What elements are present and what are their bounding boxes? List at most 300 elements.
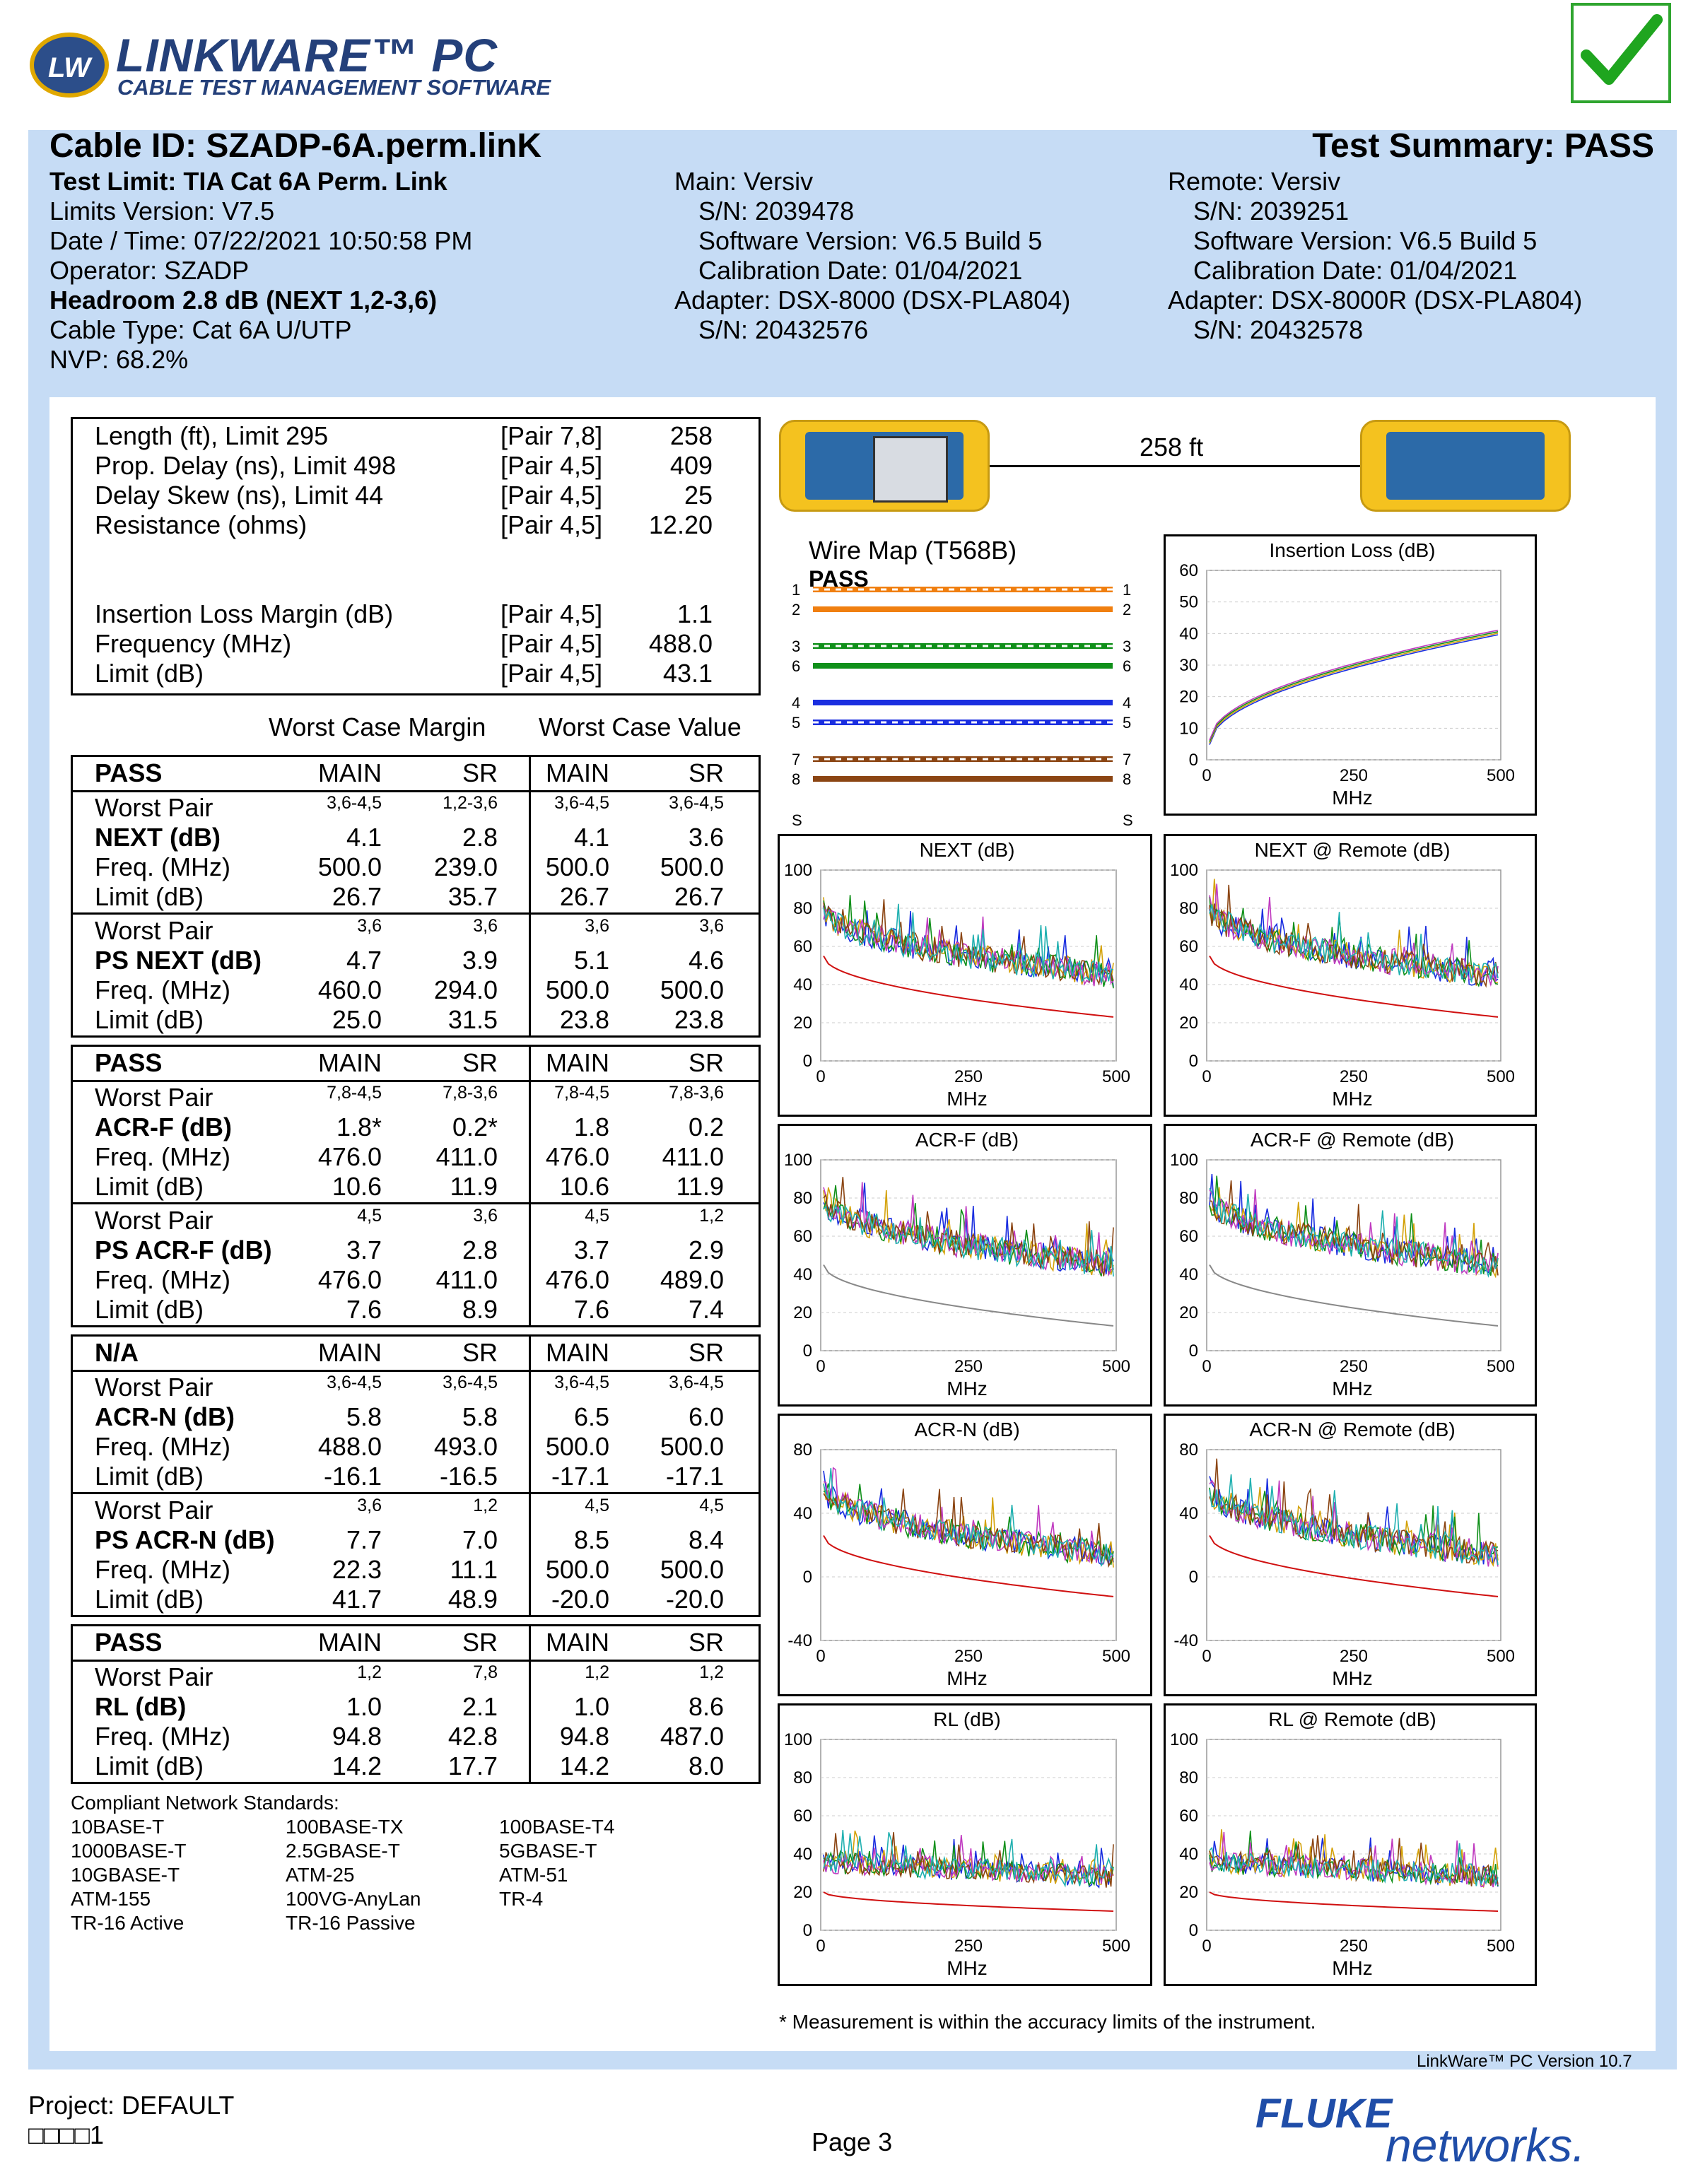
x-tick-label: 500 [1101,1937,1131,1956]
x-tick-label: 500 [1486,1067,1516,1086]
worst-pair-value: 4,5 [585,1496,609,1515]
limit-value: 23.8 [674,1005,724,1034]
chart-title: Insertion Loss (dB) [1269,539,1436,561]
chart-trace [1210,630,1498,740]
measurement-value: 8.5 [573,1525,609,1554]
worst-pair-label: Worst Pair [95,1083,213,1112]
chart-acrn_r [1164,1414,1537,1696]
y-tick-label: 20 [793,1303,812,1322]
chart-xlabel: MHz [947,1957,988,1979]
standards-title: Compliant Network Standards: [71,1792,339,1814]
measurement-value: 1.0 [346,1692,382,1721]
y-tick-label: 50 [1179,592,1198,612]
limit-line [824,1265,1113,1326]
main-device: Main: Versiv [674,167,814,196]
column-header: SR [462,1628,498,1657]
x-tick-label: 250 [954,1357,983,1376]
chart-xlabel: MHz [947,1088,988,1110]
freq-value: 476.0 [545,1265,609,1294]
length-row-pair: [Pair 4,5] [500,481,603,510]
worst-pair-label: Worst Pair [95,916,213,945]
chart-xlabel: MHz [1332,1957,1373,1979]
measurement-value: 8.6 [688,1692,724,1721]
remote-adapter-sn: S/N: 20432578 [1193,315,1364,344]
x-tick-label: 500 [1101,1647,1131,1666]
group-divider [71,912,761,915]
limit-value: 14.2 [559,1751,609,1780]
headroom: Headroom 2.8 dB (NEXT 1,2-3,6) [49,286,438,315]
worst-pair-value: 3,6-4,5 [327,793,382,813]
limit-value: 26.7 [559,882,609,911]
x-tick-label: 0 [1202,1357,1212,1376]
worst-pair-value: 3,6 [699,916,724,936]
project-label: Project: DEFAULT [28,2091,235,2120]
worst-pair-value: 7,8-4,5 [327,1083,382,1103]
length-row-value: 488.0 [648,629,713,658]
measurement-value: 3.9 [462,946,498,975]
table-status: PASS [95,758,163,787]
network-standard: TR-16 Active [71,1912,185,1934]
freq-value: 500.0 [545,852,609,881]
y-tick-label: 60 [1179,1807,1198,1826]
x-tick-label: 250 [1339,1067,1369,1086]
measurement-value: 4.6 [688,946,724,975]
freq-value: 411.0 [435,1265,498,1294]
y-tick-label: 80 [793,1768,812,1787]
length-row-value: 25 [684,481,713,510]
x-tick-label: 250 [954,1937,983,1956]
measurement-value: 6.5 [573,1402,609,1431]
measurement-value: 4.1 [573,823,609,852]
x-tick-label: 500 [1486,1647,1516,1666]
wiremap-pin-right: 3 [1123,638,1132,655]
measurement-value: 6.0 [688,1402,724,1431]
y-tick-label: 10 [1179,719,1198,739]
limit-label: Limit (dB) [95,1585,204,1614]
x-tick-label: 500 [1101,1357,1131,1376]
y-tick-label: 20 [1179,1303,1198,1322]
freq-value: 411.0 [435,1142,498,1171]
worst-case-margin-header: Worst Case Margin [269,712,486,741]
limit-value: 11.9 [450,1172,498,1201]
y-tick-label: 0 [802,1568,812,1587]
y-tick-label: 100 [1169,861,1198,880]
chart-rl_r [1164,1703,1537,1986]
chart-title: ACR-F (dB) [915,1129,1019,1151]
nvp: NVP: 68.2% [49,345,189,374]
freq-value: 500.0 [545,975,609,1004]
freq-value: 500.0 [660,1432,724,1461]
length-row-label: Prop. Delay (ns), Limit 498 [95,451,397,480]
pass-checkmark-icon [1571,3,1671,103]
x-tick-label: 0 [1202,1067,1212,1086]
measurement-value: 1.0 [573,1692,609,1721]
freq-value: 22.3 [332,1555,382,1584]
wiremap-pin-left: 4 [792,694,801,712]
wiremap-pin-right: 8 [1123,770,1132,788]
measurement-value: 5.1 [573,946,609,975]
column-header: SR [688,1338,724,1367]
freq-label: Freq. (MHz) [95,1555,230,1584]
x-tick-label: 0 [816,1937,826,1956]
measurement-value: 8.4 [688,1525,724,1554]
chart-acrf [778,1124,1152,1407]
x-tick-label: 250 [1339,766,1369,785]
y-tick-label: 20 [793,1883,812,1902]
y-tick-label: 40 [1179,1265,1198,1284]
y-tick-label: 80 [793,899,812,918]
networks-logo: networks. [1386,2119,1586,2171]
freq-label: Freq. (MHz) [95,1432,230,1461]
worst-pair-value: 1,2 [357,1662,382,1682]
freq-value: 42.8 [447,1722,498,1751]
network-standard: ATM-155 [71,1888,151,1910]
y-tick-label: 80 [1179,1768,1198,1787]
worst-pair-label: Worst Pair [95,1496,213,1525]
worst-pair-value: 3,6 [357,916,382,936]
measurement-value: 2.9 [688,1235,724,1264]
y-tick-label: 80 [793,1440,812,1460]
chart-xlabel: MHz [1332,1088,1373,1110]
remote-software: Software Version: V6.5 Build 5 [1193,226,1538,255]
header-divider [71,1660,761,1662]
limit-label: Limit (dB) [95,1751,204,1780]
plot-frame [821,1739,1116,1930]
limit-value: 35.7 [447,882,498,911]
x-tick-label: 500 [1486,1357,1516,1376]
chart-trace [824,1471,1113,1565]
lw-badge-icon: LW [30,33,109,98]
wiremap-pin-right: 7 [1123,751,1132,768]
wiremap-pin-left: 5 [792,714,801,732]
length-row-label: Resistance (ohms) [95,510,308,539]
freq-label: Freq. (MHz) [95,975,230,1004]
freq-value: 239.0 [433,852,498,881]
chart-plot [780,1416,1154,1698]
y-tick-label: -40 [787,1631,812,1650]
table-status: N/A [95,1338,139,1367]
limit-label: Limit (dB) [95,882,204,911]
y-tick-label: 40 [793,1845,812,1864]
worst-pair-value: 3,6 [357,1496,382,1515]
measurement-value: 0.2 [688,1112,724,1141]
freq-value: 476.0 [317,1265,382,1294]
freq-value: 500.0 [317,852,382,881]
freq-value: 294.0 [433,975,498,1004]
limit-value: 25.0 [332,1005,382,1034]
limit-value: 31.5 [447,1005,498,1034]
limits-version: Limits Version: V7.5 [49,196,275,225]
limit-value: -16.1 [323,1462,382,1491]
wiremap-pin-right: 6 [1123,657,1132,675]
limit-value: 26.7 [332,882,382,911]
group-divider [71,1492,761,1494]
network-standard: TR-4 [499,1888,544,1910]
limit-value: -20.0 [665,1585,724,1614]
chart-title: RL @ Remote (dB) [1268,1708,1436,1730]
table-status: PASS [95,1628,163,1657]
column-header: MAIN [546,1048,609,1077]
y-tick-label: 0 [1188,1341,1198,1361]
limit-label: Limit (dB) [95,1295,204,1324]
measurement-name: RL (dB) [95,1692,187,1721]
length-row-value: 12.20 [648,510,713,539]
column-header: MAIN [318,1628,382,1657]
wiremap-pin-left: 8 [792,770,801,788]
worst-pair-value: 4,5 [699,1496,724,1515]
freq-value: 500.0 [660,1555,724,1584]
wiremap-pin-left: 6 [792,657,801,675]
header-divider [71,1370,761,1372]
worst-pair-value: 3,6 [585,916,609,936]
limit-value: -17.1 [551,1462,609,1491]
limit-value: 14.2 [332,1751,382,1780]
chart-plot [1166,1705,1539,1988]
freq-label: Freq. (MHz) [95,852,230,881]
remote-tester-image [1360,420,1571,512]
column-header: SR [462,1338,498,1367]
freq-value: 11.1 [450,1555,498,1584]
remote-adapter: Adapter: DSX-8000R (DSX-PLA804) [1168,286,1583,315]
length-row-pair: [Pair 7,8] [500,421,603,450]
measurement-value: 3.7 [573,1235,609,1264]
limit-value: -16.5 [439,1462,498,1491]
header-divider [71,1080,761,1082]
y-tick-label: 0 [802,1052,812,1071]
main-adapter-sn: S/N: 20432576 [698,315,869,344]
y-tick-label: 100 [1169,1730,1198,1749]
header-divider [71,790,761,792]
length-row-label: Length (ft), Limit 295 [95,421,329,450]
limit-label: Limit (dB) [95,1462,204,1491]
worst-pair-value: 3,6-4,5 [669,793,724,813]
wiremap-pin-right: S [1123,811,1133,829]
limit-value: 23.8 [559,1005,609,1034]
x-tick-label: 250 [1339,1937,1369,1956]
main-adapter: Adapter: DSX-8000 (DSX-PLA804) [674,286,1071,315]
network-standard: 10GBASE-T [71,1864,180,1886]
measurement-name: PS ACR-N (dB) [95,1525,275,1554]
worst-pair-value: 1,2 [699,1206,724,1226]
limit-value: 8.0 [688,1751,724,1780]
limit-value: -17.1 [665,1462,724,1491]
x-tick-label: 0 [1202,1937,1212,1956]
chart-title: NEXT (dB) [919,839,1015,861]
measurement-value: 0.2* [452,1112,498,1141]
chart-title: ACR-F @ Remote (dB) [1250,1129,1455,1151]
y-tick-label: 60 [1179,561,1198,580]
chart-title: ACR-N (dB) [914,1419,1020,1440]
wiremap-pin-left: 7 [792,751,801,768]
limit-value: 10.6 [332,1172,382,1201]
wiremap-pin-right: 1 [1123,581,1132,599]
chart-trace [1210,632,1498,742]
network-standard: 2.5GBASE-T [286,1840,400,1862]
limit-line [824,956,1113,1017]
freq-label: Freq. (MHz) [95,1142,230,1171]
y-tick-label: 40 [1179,1845,1198,1864]
limit-label: Limit (dB) [95,1005,204,1034]
x-tick-label: 0 [816,1647,826,1666]
column-header: SR [462,758,498,787]
x-tick-label: 250 [954,1647,983,1666]
wiremap-pin-left: 2 [792,601,801,618]
y-tick-label: 20 [1179,1883,1198,1902]
y-tick-label: 0 [1188,1568,1198,1587]
measurement-value: 4.7 [346,946,382,975]
freq-value: 411.0 [662,1142,724,1171]
wiremap-status: PASS [809,566,869,592]
length-row-label: Frequency (MHz) [95,629,292,658]
limit-line [824,1892,1113,1911]
chart-plot [1166,1416,1539,1698]
length-row-value: 1.1 [677,599,713,628]
chart-xlabel: MHz [1332,1378,1373,1399]
column-header: SR [462,1048,498,1077]
y-tick-label: 0 [802,1921,812,1940]
length-row-label: Insertion Loss Margin (dB) [95,599,394,628]
y-tick-label: 60 [1179,937,1198,956]
chart-title: RL (dB) [933,1708,1001,1730]
limit-value: 8.9 [462,1295,498,1324]
chart-trace [824,1468,1113,1566]
y-tick-label: 60 [793,1227,812,1246]
y-tick-label: 0 [802,1341,812,1361]
linkware-logo [30,28,551,100]
column-header: MAIN [546,1628,609,1657]
freq-label: Freq. (MHz) [95,1722,230,1751]
x-tick-label: 250 [954,1067,983,1086]
x-tick-label: 250 [1339,1357,1369,1376]
plot-frame [821,1450,1116,1640]
measurement-value: 1.8* [336,1112,382,1141]
length-row-pair: [Pair 4,5] [500,451,603,480]
chart-acrn [778,1414,1152,1696]
network-standard: TR-16 Passive [286,1912,416,1934]
column-header: MAIN [546,1338,609,1367]
worst-pair-label: Worst Pair [95,1662,213,1691]
freq-value: 493.0 [433,1432,498,1461]
limit-label: Limit (dB) [95,1172,204,1201]
measurement-name: PS NEXT (dB) [95,946,262,975]
network-standard: 100VG-AnyLan [286,1888,421,1910]
limit-value: 7.6 [573,1295,609,1324]
table-status: PASS [95,1048,163,1077]
x-tick-label: 0 [816,1357,826,1376]
worst-pair-value: 3,6 [473,916,498,936]
freq-value: 460.0 [317,975,382,1004]
x-tick-label: 0 [1202,766,1212,785]
y-tick-label: 40 [793,975,812,994]
main-tester-image [779,420,990,512]
worst-pair-value: 1,2 [699,1662,724,1682]
worst-pair-value: 3,6 [473,1206,498,1226]
column-header: SR [688,1048,724,1077]
freq-label: Freq. (MHz) [95,1265,230,1294]
network-standard: 100BASE-T4 [499,1816,615,1838]
wiremap-pin-left: 1 [792,581,801,599]
worst-pair-value: 7,8-3,6 [669,1083,724,1103]
chart-xlabel: MHz [947,1667,988,1689]
wiremap-pin-left: 3 [792,638,801,655]
freq-value: 500.0 [545,1555,609,1584]
y-tick-label: 100 [783,861,812,880]
y-tick-label: 0 [1188,1921,1198,1940]
chart-trace [824,1830,1113,1886]
x-tick-label: 250 [1339,1647,1369,1666]
limit-value: 7.6 [346,1295,382,1324]
worst-pair-value: 1,2-3,6 [443,793,498,813]
chart-plot [1166,1126,1539,1409]
operator: Operator: SZADP [49,256,250,285]
chart-xlabel: MHz [947,1378,988,1399]
chart-title: NEXT @ Remote (dB) [1254,839,1451,861]
chart-next_r [1164,834,1537,1117]
freq-value: 476.0 [545,1142,609,1171]
worst-pair-value: 1,2 [585,1662,609,1682]
measurement-value: 2.8 [462,823,498,852]
chart-plot [780,1705,1154,1988]
worst-pair-value: 4,5 [357,1206,382,1226]
y-tick-label: 40 [1179,624,1198,644]
y-tick-label: 20 [1179,1014,1198,1033]
length-row-value: 43.1 [662,659,713,688]
worst-pair-value: 7,8-3,6 [443,1083,498,1103]
worst-pair-value: 7,8-4,5 [554,1083,609,1103]
main-sn: S/N: 2039478 [698,196,855,225]
worst-pair-value: 7,8 [473,1662,498,1682]
y-tick-label: 0 [1188,751,1198,770]
network-standard: ATM-51 [499,1864,568,1886]
length-label: 258 ft [1140,433,1204,462]
wiremap-pin-right: 5 [1123,714,1132,732]
main-calibration: Calibration Date: 01/04/2021 [698,256,1023,285]
x-tick-label: 500 [1486,1937,1516,1956]
measurement-value: 4.1 [346,823,382,852]
footer-sub: □□□□1 [28,2120,104,2149]
column-header: SR [688,758,724,787]
freq-value: 500.0 [545,1432,609,1461]
chart-plot [780,836,1154,1119]
x-tick-label: 500 [1101,1067,1131,1086]
limit-value: 10.6 [559,1172,609,1201]
y-tick-label: 80 [793,1189,812,1208]
worst-pair-value: 3,6-4,5 [327,1373,382,1392]
limit-value: -20.0 [551,1585,609,1614]
chart-xlabel: MHz [1332,787,1373,809]
y-tick-label: 60 [793,937,812,956]
chart-xlabel: MHz [1332,1667,1373,1689]
y-tick-label: 80 [1179,1189,1198,1208]
y-tick-label: 40 [1179,1504,1198,1523]
y-tick-label: 100 [783,1151,812,1170]
measurement-value: 7.7 [346,1525,382,1554]
group-divider [71,1202,761,1204]
y-tick-label: 40 [1179,975,1198,994]
x-tick-label: 0 [816,1067,826,1086]
y-tick-label: 80 [1179,899,1198,918]
date-time: Date / Time: 07/22/2021 10:50:58 PM [49,226,473,255]
chart-plot [1166,836,1539,1119]
column-header: MAIN [318,1048,382,1077]
length-row-pair: [Pair 4,5] [500,629,603,658]
measurement-name: ACR-F (dB) [95,1112,232,1141]
y-tick-label: 30 [1179,656,1198,675]
measurement-value: 1.8 [573,1112,609,1141]
limit-value: 48.9 [447,1585,498,1614]
y-tick-label: 80 [1179,1440,1198,1460]
wiremap-diagram [785,580,1152,834]
